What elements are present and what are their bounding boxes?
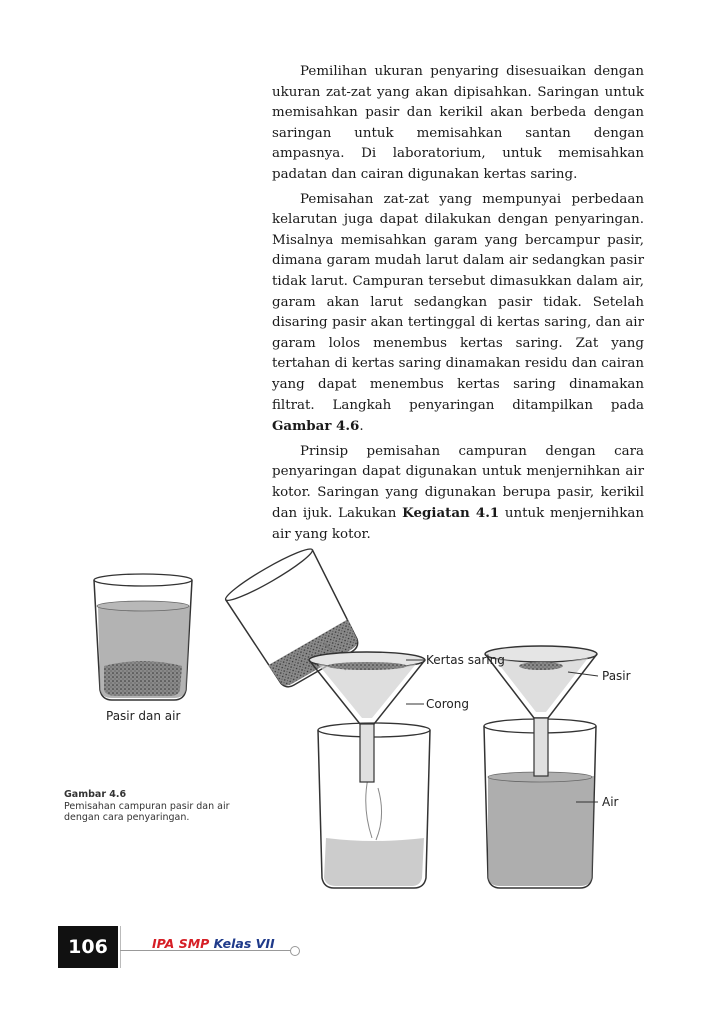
paragraph-3: [272, 442, 644, 546]
figure-caption: [64, 789, 264, 824]
beaker-sand-water: [94, 574, 192, 700]
label-filter-paper: Kertas saring: [426, 653, 505, 667]
paragraph-2-bold: Gambar 4.6: [272, 418, 360, 435]
footer-circle-ornament: [290, 946, 300, 956]
paragraph-2-tail: .: [359, 419, 364, 435]
book-title-kelas: Kelas VII: [213, 936, 275, 951]
filtration-illustration: [56, 548, 662, 898]
paragraph-3-tail: untuk menjernihkan air yang kotor.: [272, 506, 645, 543]
funnel-1: [309, 652, 425, 782]
paragraph-3-bold: Kegiatan 4.1: [402, 505, 500, 522]
paragraph-1-text: Pemilihan ukuran penyaring disesuaikan dengan ukuran zat-zat yang akan dipisahkan. Saringan untuk memisahkan pasir dan kerikil akan berbeda dengan saringan untuk memisahkan santan dengan ampasnya. Di laboratorium, untuk memisahkan padatan dan cairan digunakan kertas saring.: [272, 64, 644, 182]
label-sand-water: Pasir dan air: [106, 709, 181, 723]
paragraph-3-text: Prinsip pemisahan campuran dengan cara penyaringan dapat digunakan untuk menjernihkan air kotor. Saringan yang digunakan berupa pasir, kerikil dan ijuk. Lakukan: [272, 443, 644, 522]
paragraph-2: [272, 190, 644, 438]
page-number: 106: [58, 926, 118, 968]
label-water: Air: [602, 795, 619, 809]
paragraph-2-text: Pemisahan zat-zat yang mempunyai perbedaan kelarutan juga dapat dilakukan dengan penyaringan. Misalnya memisahkan garam yang bercampur pasir, dimana garam mudah larut dalam air sedangkan pasir tidak larut. Campuran tersebut dimasukkan dalam air, garam akan larut sedangkan pasir tidak. Setelah disaring pasir akan tertinggal di kertas saring, dan air garam lolos menembus kertas saring. Zat yang tertahan di kertas saring dinamakan residu dan cairan yang dapat menembus kertas saring dinamakan filtrat. Langkah penyaringan ditampilkan pada: [272, 191, 644, 413]
book-title: [152, 936, 275, 951]
book-title-smp: SMP: [178, 936, 210, 951]
body-text: [272, 62, 644, 550]
caption-title: Gambar 4.6: [64, 789, 127, 800]
caption-text: Pemisahan campuran pasir dan air dengan cara penyaringan.: [64, 800, 230, 823]
book-title-ipa: IPA: [152, 936, 175, 951]
paragraph-1: [272, 62, 644, 186]
filtration-figure: [56, 548, 662, 898]
label-funnel: Corong: [426, 697, 469, 711]
footer-divider-vertical: [120, 926, 121, 968]
label-sand: Pasir: [602, 669, 631, 683]
